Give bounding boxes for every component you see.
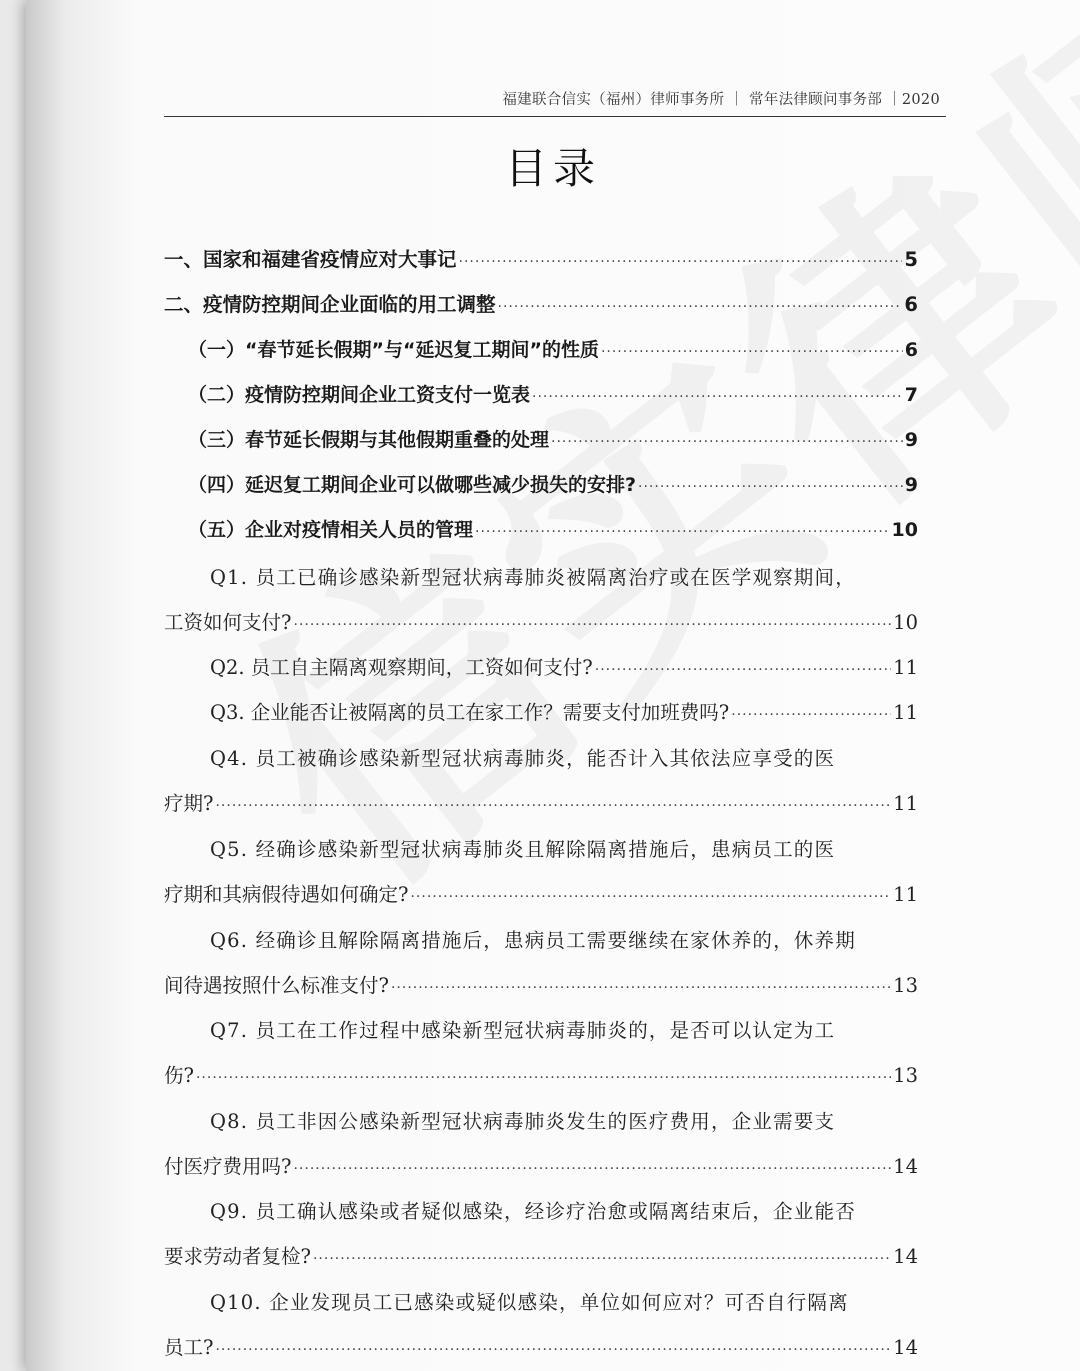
- toc-question-5[interactable]: [164, 879, 918, 907]
- toc-page-number: 5: [904, 248, 918, 271]
- toc-subsection-4[interactable]: [188, 470, 918, 497]
- toc-page-number: 14: [893, 1336, 918, 1359]
- toc-question-7[interactable]: [164, 1060, 918, 1088]
- toc-page-number: 9: [904, 474, 918, 496]
- toc-question-10[interactable]: [164, 1332, 918, 1360]
- toc-question-3[interactable]: [210, 697, 918, 725]
- toc-entry-title: 疗期?: [164, 792, 214, 815]
- toc-section-2[interactable]: [164, 289, 918, 317]
- toc-question-6-line1: Q6. 经确诊且解除隔离措施后，患病员工需要继续在家休养的，休养期: [210, 929, 856, 952]
- toc-page-number: 13: [893, 1064, 918, 1087]
- leader-dots: [215, 798, 891, 814]
- toc-entry-title: 工资如何支付?: [164, 611, 292, 634]
- page-title: 目录: [504, 144, 601, 193]
- leader-dots: [293, 617, 891, 633]
- toc-page-number: 14: [893, 1245, 918, 1268]
- leader-dots: [638, 479, 903, 495]
- leader-dots: [196, 1070, 891, 1086]
- toc-page-number: 11: [893, 883, 918, 906]
- toc-page-number: 13: [893, 974, 918, 997]
- leader-dots: [601, 344, 903, 360]
- toc-entry-title: 伤?: [164, 1064, 194, 1087]
- toc-question-2[interactable]: [210, 652, 918, 680]
- toc-question-4[interactable]: [164, 788, 918, 816]
- toc-entry-title: 员工?: [164, 1336, 214, 1359]
- table-of-contents: [26, 0, 1080, 1371]
- toc-question-9[interactable]: [164, 1241, 918, 1269]
- toc-question-6[interactable]: [164, 970, 918, 998]
- toc-question-7-line1: Q7. 员工在工作过程中感染新型冠状病毒肺炎的，是否可以认定为工: [210, 1019, 836, 1042]
- leader-dots: [551, 434, 903, 450]
- leader-dots: [459, 254, 903, 270]
- leader-dots: [313, 1251, 891, 1267]
- toc-question-8-line1: Q8. 员工非因公感染新型冠状病毒肺炎发生的医疗费用，企业需要支: [210, 1110, 836, 1133]
- toc-entry-title: （一）“春节延长假期”与“延迟复工期间”的性质: [188, 339, 599, 361]
- leader-dots: [215, 1342, 891, 1358]
- leader-dots: [532, 389, 903, 405]
- toc-page-number: 10: [893, 611, 918, 634]
- toc-page-number: 10: [891, 519, 918, 541]
- toc-page-number: 9: [904, 429, 918, 451]
- toc-page-number: 14: [893, 1155, 918, 1178]
- toc-question-8[interactable]: [164, 1151, 918, 1179]
- leader-dots: [293, 1161, 891, 1177]
- toc-page-number: 11: [893, 656, 918, 679]
- toc-entry-title: （四）延迟复工期间企业可以做哪些减少损失的安排?: [188, 474, 637, 496]
- toc-question-9-line1: Q9. 员工确认感染或者疑似感染，经诊疗治愈或隔离结束后，企业能否: [210, 1200, 856, 1223]
- toc-entry-title: 间待遇按照什么标准支付?: [164, 974, 389, 997]
- toc-entry-title: 付医疗费用吗?: [164, 1155, 292, 1178]
- toc-question-5-line1: Q5. 经确诊感染新型冠状病毒肺炎且解除隔离措施后，患病员工的医: [210, 838, 836, 861]
- page-header: 福建联合信实（福州）律师事务所 ｜ 常年法律顾问事务部 ｜2020: [502, 92, 940, 108]
- leader-dots: [475, 524, 890, 540]
- toc-entry-title: 要求劳动者复检?: [164, 1245, 311, 1268]
- toc-question-10-line1: Q10. 企业发现员工已感染或疑似感染，单位如何应对？可否自行隔离: [210, 1291, 849, 1314]
- toc-question-1[interactable]: [164, 607, 918, 635]
- toc-question-4-line1: Q4. 员工被确诊感染新型冠状病毒肺炎，能否计入其依法应享受的医: [210, 747, 836, 770]
- leader-dots: [731, 707, 891, 723]
- toc-entry-title: Q2. 员工自主隔离观察期间，工资如何支付?: [210, 656, 593, 679]
- toc-section-1[interactable]: [164, 244, 918, 272]
- toc-entry-title: （二）疫情防控期间企业工资支付一览表: [188, 384, 531, 406]
- toc-page-number: 6: [904, 293, 918, 316]
- document-page: [26, 0, 1080, 1371]
- leader-dots: [498, 299, 903, 315]
- toc-subsection-5[interactable]: [188, 515, 918, 542]
- toc-question-1-line1: Q1. 员工已确诊感染新型冠状病毒肺炎被隔离治疗或在医学观察期间，: [210, 566, 856, 589]
- toc-entry-title: （五）企业对疫情相关人员的管理: [188, 519, 474, 541]
- toc-page-number: 11: [893, 792, 918, 815]
- toc-page-number: 6: [904, 339, 918, 361]
- leader-dots: [410, 889, 891, 905]
- toc-entry-title: 疗期和其病假待遇如何确定?: [164, 883, 409, 906]
- toc-subsection-3[interactable]: [188, 425, 918, 452]
- toc-subsection-1[interactable]: [188, 335, 918, 362]
- leader-dots: [391, 980, 891, 996]
- toc-page-number: 7: [904, 384, 918, 406]
- toc-entry-title: 一、国家和福建省疫情应对大事记: [164, 248, 457, 271]
- toc-entry-title: （三）春节延长假期与其他假期重叠的处理: [188, 429, 550, 451]
- leader-dots: [595, 662, 891, 678]
- toc-subsection-2[interactable]: [188, 380, 918, 407]
- toc-entry-title: Q3. 企业能否让被隔离的员工在家工作？需要支付加班费吗?: [210, 701, 730, 724]
- toc-entry-title: 二、疫情防控期间企业面临的用工调整: [164, 293, 496, 316]
- toc-page-number: 11: [893, 701, 918, 724]
